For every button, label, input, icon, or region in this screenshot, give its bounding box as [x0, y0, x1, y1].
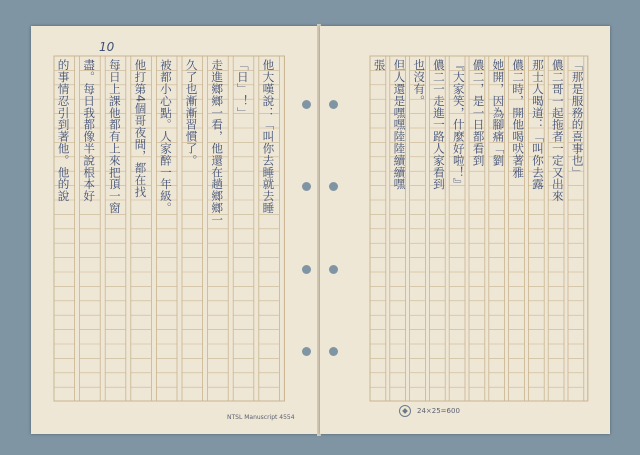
- text-column: 每日上課他都有上來把頂一窗: [107, 59, 122, 214]
- binding-hole-icon: [302, 347, 311, 356]
- page-number: 10: [99, 40, 115, 54]
- right-manuscript-page: [320, 26, 610, 434]
- binding-hole-icon: [329, 347, 338, 356]
- text-column: 儂二哥一起拖者一定又出來: [550, 59, 565, 202]
- text-column: 但人還是嘿嘿陸陸續續嘿: [392, 59, 407, 190]
- archive-stamp: NTSL Manuscript 4554: [227, 414, 295, 421]
- publisher-logo-icon: [399, 405, 411, 417]
- text-column: 他打第4個哥夜間，都在找: [133, 59, 148, 198]
- text-column: 久了也漸漸習慣了。: [184, 59, 199, 167]
- text-column: 「日」！」: [235, 59, 250, 119]
- sheet-code: 24×25=600: [417, 407, 460, 415]
- text-column: 的事情忍引到著他。他的說: [56, 59, 71, 202]
- binding-hole-icon: [329, 265, 338, 274]
- text-column: 她開，因為腳痛「劉: [491, 59, 506, 167]
- text-column: 「那是服務的喜事也」: [570, 59, 585, 178]
- text-column: 也沒有。: [412, 59, 427, 107]
- text-column: 儂二時，開他喝吠著雅: [511, 59, 526, 178]
- text-column: 張: [372, 59, 387, 71]
- text-column: 那士人喝道：「叫你去露: [530, 59, 545, 190]
- text-column: 被都小心點。人家醉一年級。: [158, 59, 173, 214]
- text-column: 走進鄉鄉一看，他還在趟鄉鄉一: [210, 59, 225, 226]
- text-column: 『大家笑，什麼好啦！』: [451, 59, 466, 190]
- binding-hole-icon: [302, 100, 311, 109]
- text-column: 盡。每日我都像半說根本好: [82, 59, 97, 202]
- binding-hole-icon: [302, 265, 311, 274]
- text-column: 儂二一走進一路人家看到: [431, 59, 446, 190]
- text-column: 他大嘆說：「叫你去睡就去睡: [261, 59, 276, 214]
- text-column: 儂二，是一日都看到: [471, 59, 486, 167]
- binding-hole-icon: [329, 182, 338, 191]
- binding-hole-icon: [302, 182, 311, 191]
- binding-hole-icon: [329, 100, 338, 109]
- left-manuscript-page: [31, 26, 318, 434]
